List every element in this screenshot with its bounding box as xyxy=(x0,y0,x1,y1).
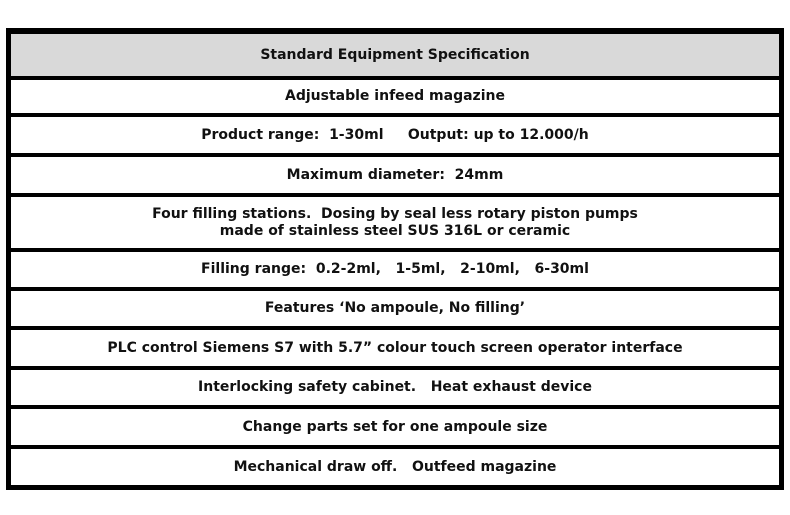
row-text-line-1: Four filling stations. Dosing by seal less rotary piston pumps xyxy=(152,205,638,222)
row-text: Interlocking safety cabinet. Heat exhaust device xyxy=(198,379,592,395)
row-text: Product range: 1-30ml Output: up to 12.000/h xyxy=(201,126,589,143)
table-row xyxy=(11,330,779,366)
table-row xyxy=(11,409,779,445)
row-text: PLC control Siemens S7 with 5.7” colour touch screen operator interface xyxy=(107,339,683,356)
table-row xyxy=(11,370,779,405)
row-text: Filling range: 0.2-2ml, 1-5ml, 2-10ml, 6-30ml xyxy=(201,261,589,277)
table-header xyxy=(11,34,779,76)
table-row xyxy=(11,291,779,326)
table-row xyxy=(11,117,779,153)
row-text: Adjustable infeed magazine xyxy=(285,88,505,104)
row-text: Change parts set for one ampoule size xyxy=(242,418,548,435)
specification-table xyxy=(6,28,784,490)
table-row xyxy=(11,449,779,485)
table-row xyxy=(11,197,779,248)
row-text: Features ‘No ampoule, No filling’ xyxy=(264,300,526,316)
row-text: Mechanical draw off. Outfeed magazine xyxy=(233,458,557,475)
row-text-line-2: made of stainless steel SUS 316L or ceramic xyxy=(219,222,571,239)
table-row xyxy=(11,252,779,287)
table-title: Standard Equipment Specification xyxy=(260,46,530,63)
table-row xyxy=(11,157,779,193)
table-row xyxy=(11,80,779,113)
row-text: Maximum diameter: 24mm xyxy=(286,166,504,183)
